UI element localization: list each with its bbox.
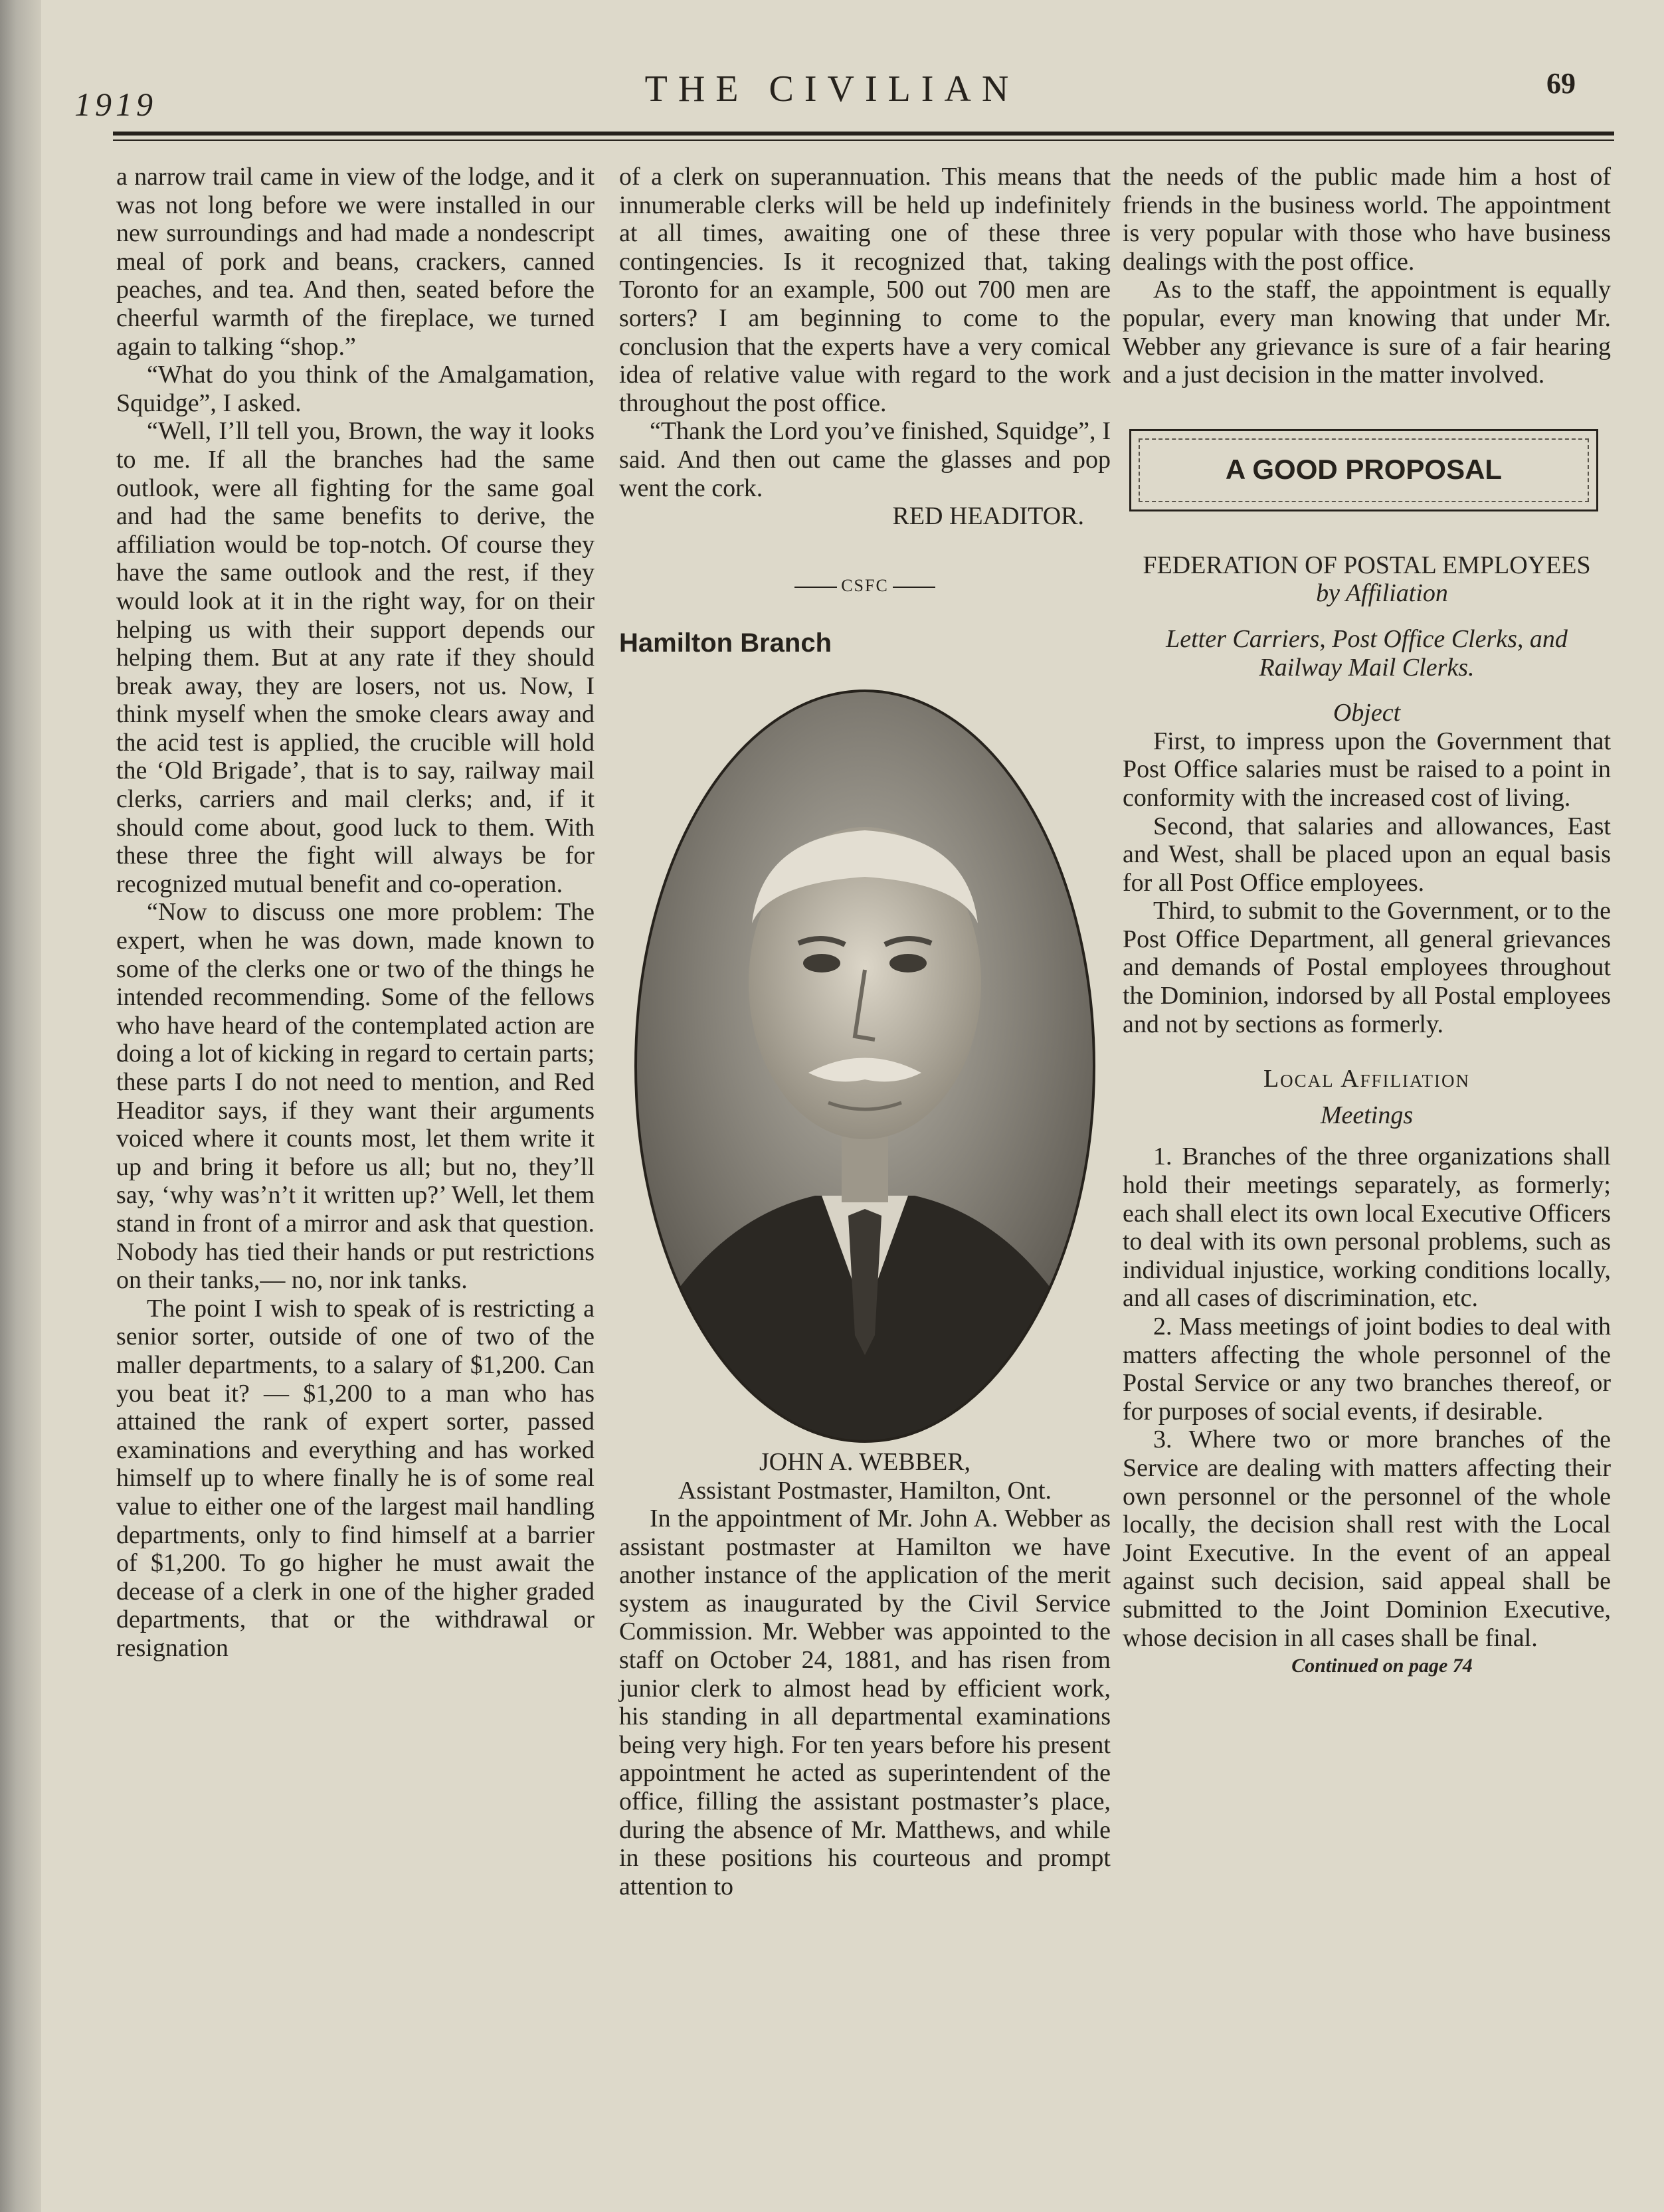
column-left (116, 163, 595, 1662)
article-paragraph: In the appointment of Mr. John A. Webber as assistant postmaster at Hamilton we have another instance of the application of the merit system as inaugurated by the Civil Service Commission. Mr. Webber was appointed to the staff on October 24, 1881, and has risen from junior clerk to almost head by efficient work, his standing in all departmental examinations being very high. For ten years before his present appointment he acted as superintendent of the office, filling the assistant postmaster’s place, during the absence of Mr. Matthews, and while in these positions his courteous and prompt attention to (619, 1505, 1111, 1900)
meetings-heading: Meetings (1320, 1101, 1414, 1129)
paragraph: As to the staff, the appointment is equally popular, every man knowing that under Mr. Webber any grievance is sure of a fair hearing and a just decision in the matter involved. (1123, 276, 1611, 389)
object-item: First, to impress upon the Government that Post Office salaries must be raised to a point in conformity with the increased cost of living. (1123, 727, 1611, 812)
column-right (1123, 163, 1611, 1681)
author-signature: RED HEADITOR. (892, 502, 1084, 531)
photo-caption (619, 1448, 1111, 1505)
object-heading: Object (1333, 699, 1401, 727)
section-divider: CSFC (619, 572, 1111, 600)
caption-name: JOHN A. WEBBER, (759, 1447, 971, 1476)
meeting-rule: 3. Where two or more branches of the Service are dealing with matters affecting their own personnel or the personnel of the whole locally, the decision shall rest with the Local Joint Executive. In the event of an appeal against such decision, said appeal shall be submitted to the Joint Dominion Executive, whose decision in all cases shall be final. (1123, 1426, 1611, 1652)
publication-title: THE CIVILIAN (644, 68, 1020, 110)
column-middle (619, 163, 1111, 1900)
portrait-image (629, 684, 1101, 1448)
continued-note: Continued on page 74 (1291, 1655, 1473, 1677)
book-spine-shadow (0, 0, 41, 2212)
boxed-heading-text: A GOOD PROPOSAL (1225, 454, 1503, 486)
by-line: by Affiliation (1316, 579, 1448, 608)
caption-title: Assistant Postmaster, Hamilton, Ont. (678, 1476, 1052, 1505)
federation-title: FEDERATION OF POSTAL EMPLOYEES (1143, 551, 1591, 579)
paragraph: “Now to discuss one more problem: The expert, when he was down, made known to some of the clerks one or two of the things he intended recommending. Some of the fellows who have heard of the contemplated action are doing a lot of kicking in regard to certain parts; these parts I do not need to mention, and Red Headitor says, if they want their arguments voiced where it counts most, let them write it up and bring it before us all; but no, they’ll say, ‘why was’n’t it written up?’ Well, let them stand in front of a mirror and ask that question. Nobody has tied their hands or put restrictions on their tanks,— no, nor ink tanks. (116, 898, 595, 1295)
meeting-rule: 2. Mass meetings of joint bodies to deal with matters affecting the whole personnel of the Postal Service or any two branches thereof, or for purposes of social events, if desirable. (1123, 1313, 1611, 1426)
boxed-heading (1129, 429, 1598, 511)
object-item: Third, to submit to the Government, or to the Post Office Department, all general grievances and demands of Postal employees throughout the Dominion, indorsed by all Postal employees and not by sections as formerly. (1123, 897, 1611, 1038)
header-rule-thin (113, 139, 1614, 141)
portrait-photo (629, 684, 1101, 1448)
header-year: 1919 (74, 86, 157, 123)
paragraph: a narrow trail came in view of the lodge, and it was not long before we were installed in our new surroundings and had made a nondescript meal of pork and beans, crackers, canned peaches, and tea. And then, seated before the cheerful warmth of the fireplace, we turned again to talking “shop.” (116, 163, 595, 361)
paragraph: of a clerk on superannuation. This means that innumerable clerks will be held up indefinitely at all times, awaiting one of these three contingencies. Is it recognized that, taking Toronto for an example, 500 out 700 men are sorters? I am beginning to come to the conclusion that the experts have a very comical idea of relative value with regard to the work throughout the post office. (619, 163, 1111, 417)
member-groups: Letter Carriers, Post Office Clerks, and Railway Mail Clerks. (1166, 624, 1568, 682)
meeting-rule: 1. Branches of the three organizations shall hold their meetings separately, as formerly; each shall elect its own local Executive Officers to deal with its own personal problems, such as individual injustice, working conditions locally, and all cases of discrimination, etc. (1123, 1143, 1611, 1313)
section-heading: Hamilton Branch (619, 628, 832, 658)
paragraph: “Thank the Lord you’ve finished, Squidge”, I said. And then out came the glasses and pop went the cork. (619, 417, 1111, 502)
local-affiliation-heading: Local Affiliation (1263, 1065, 1471, 1093)
paragraph: the needs of the public made him a host of friends in the business world. The appointment is very popular with those who have business dealings with the post office. (1123, 163, 1611, 276)
paragraph: “Well, I’ll tell you, Brown, the way it looks to me. If all the branches had the same outlook, were all fighting for the same goal and had the same benefits to derive, the affiliation would be top-notch. Of course they have the same outlook and the rest, if they would look at it in the right way, for on their helping us with their support depends our helping them. But at any rate if they should break away, they are losers, not us. Now, I think myself when the smoke clears away and the acid test is applied, the crucible will hold the ‘Old Brigade’, that is to say, railway mail clerks, carriers and mail clerks; and, if it should come about, good luck to them. With these three the fight will always be for recognized mutual benefit and co-operation. (116, 417, 595, 898)
header-rule-thick (113, 132, 1614, 136)
paragraph: “What do you think of the Amalgamation, Squidge”, I asked. (116, 361, 595, 417)
paragraph: The point I wish to speak of is restricting a senior sorter, outside of one of two of the maller departments, to a salary of $1,200. Can you beat it? — $1,200 to a man who has attained the rank of expert sorter, passed examinations and everything and has worked himself up to where finally he is of some real value to either one of the largest mail handling departments, only to find himself at a barrier of $1,200. To go higher he must await the decease of a clerk in one of the higher graded departments, that or the withdrawal or resignation (116, 1294, 595, 1662)
page-number: 69 (1546, 67, 1576, 100)
object-item: Second, that salaries and allowances, East and West, shall be placed upon an equal basis for all Post Office employees. (1123, 812, 1611, 897)
